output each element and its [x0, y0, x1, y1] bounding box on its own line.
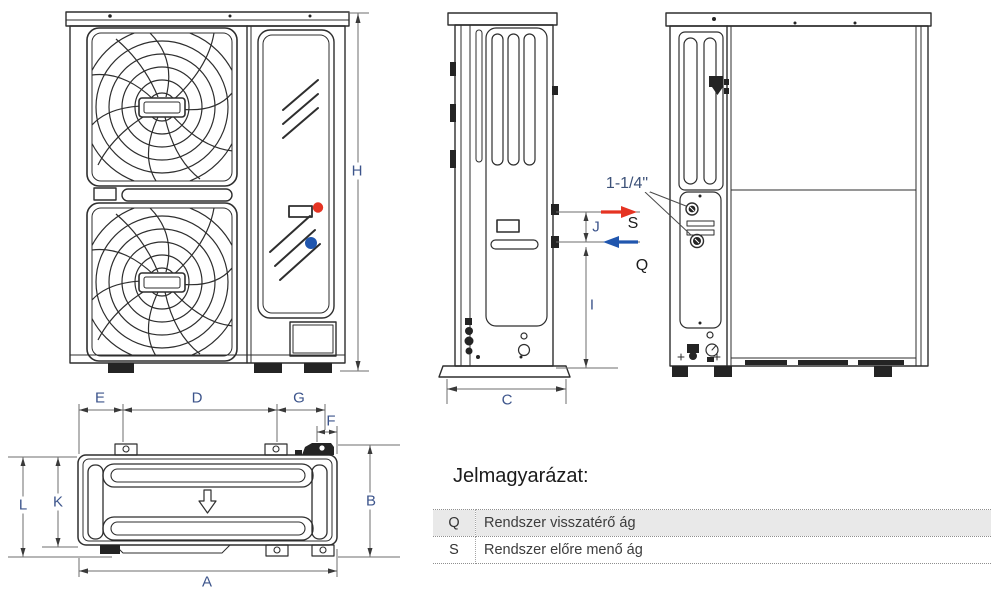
side-view-drawing: [439, 13, 570, 377]
dim-label-c: C: [501, 391, 513, 409]
dim-label-l: L: [16, 497, 30, 514]
front-view-drawing: [66, 12, 349, 363]
dim-label-h: H: [349, 163, 366, 180]
top-bracket-screw: [319, 445, 325, 451]
pipe-size-label: 1-1/4": [605, 175, 649, 192]
dim-label-e: E: [94, 389, 106, 407]
top-view-dark-details: [100, 443, 334, 554]
flow-return-label: Q: [635, 257, 649, 274]
side-view-dark-details: [450, 62, 559, 359]
legend-key-s: S: [433, 537, 476, 564]
dim-label-g: G: [293, 389, 305, 407]
dim-label-b: B: [363, 493, 379, 510]
pipe-size-leader-lines: [645, 190, 691, 235]
dim-label-j: J: [592, 218, 600, 236]
legend-row-s: [433, 537, 991, 564]
top-view-drawing: [78, 444, 337, 556]
return-flow-arrow-icon: [603, 236, 638, 248]
flow-supply-label: S: [627, 215, 639, 232]
supply-port-dot: [313, 202, 323, 212]
legend-row-q: [433, 510, 991, 537]
legend-label-s: Rendszer előre menő ág: [476, 537, 992, 564]
legend-table: [433, 509, 991, 564]
dim-label-i: I: [587, 297, 597, 314]
legend-title: Jelmagyarázat:: [453, 465, 589, 487]
dim-label-f: F: [326, 412, 336, 430]
rear-view-dark-details: [672, 17, 904, 377]
rear-view-drawing: [666, 13, 931, 366]
return-port-dot: [305, 237, 317, 249]
dim-label-k: K: [50, 494, 66, 511]
legend-label-q: Rendszer visszatérő ág: [476, 510, 992, 537]
dim-label-a: A: [201, 573, 213, 591]
legend-key-q: Q: [433, 510, 476, 537]
dim-label-d: D: [191, 389, 203, 407]
